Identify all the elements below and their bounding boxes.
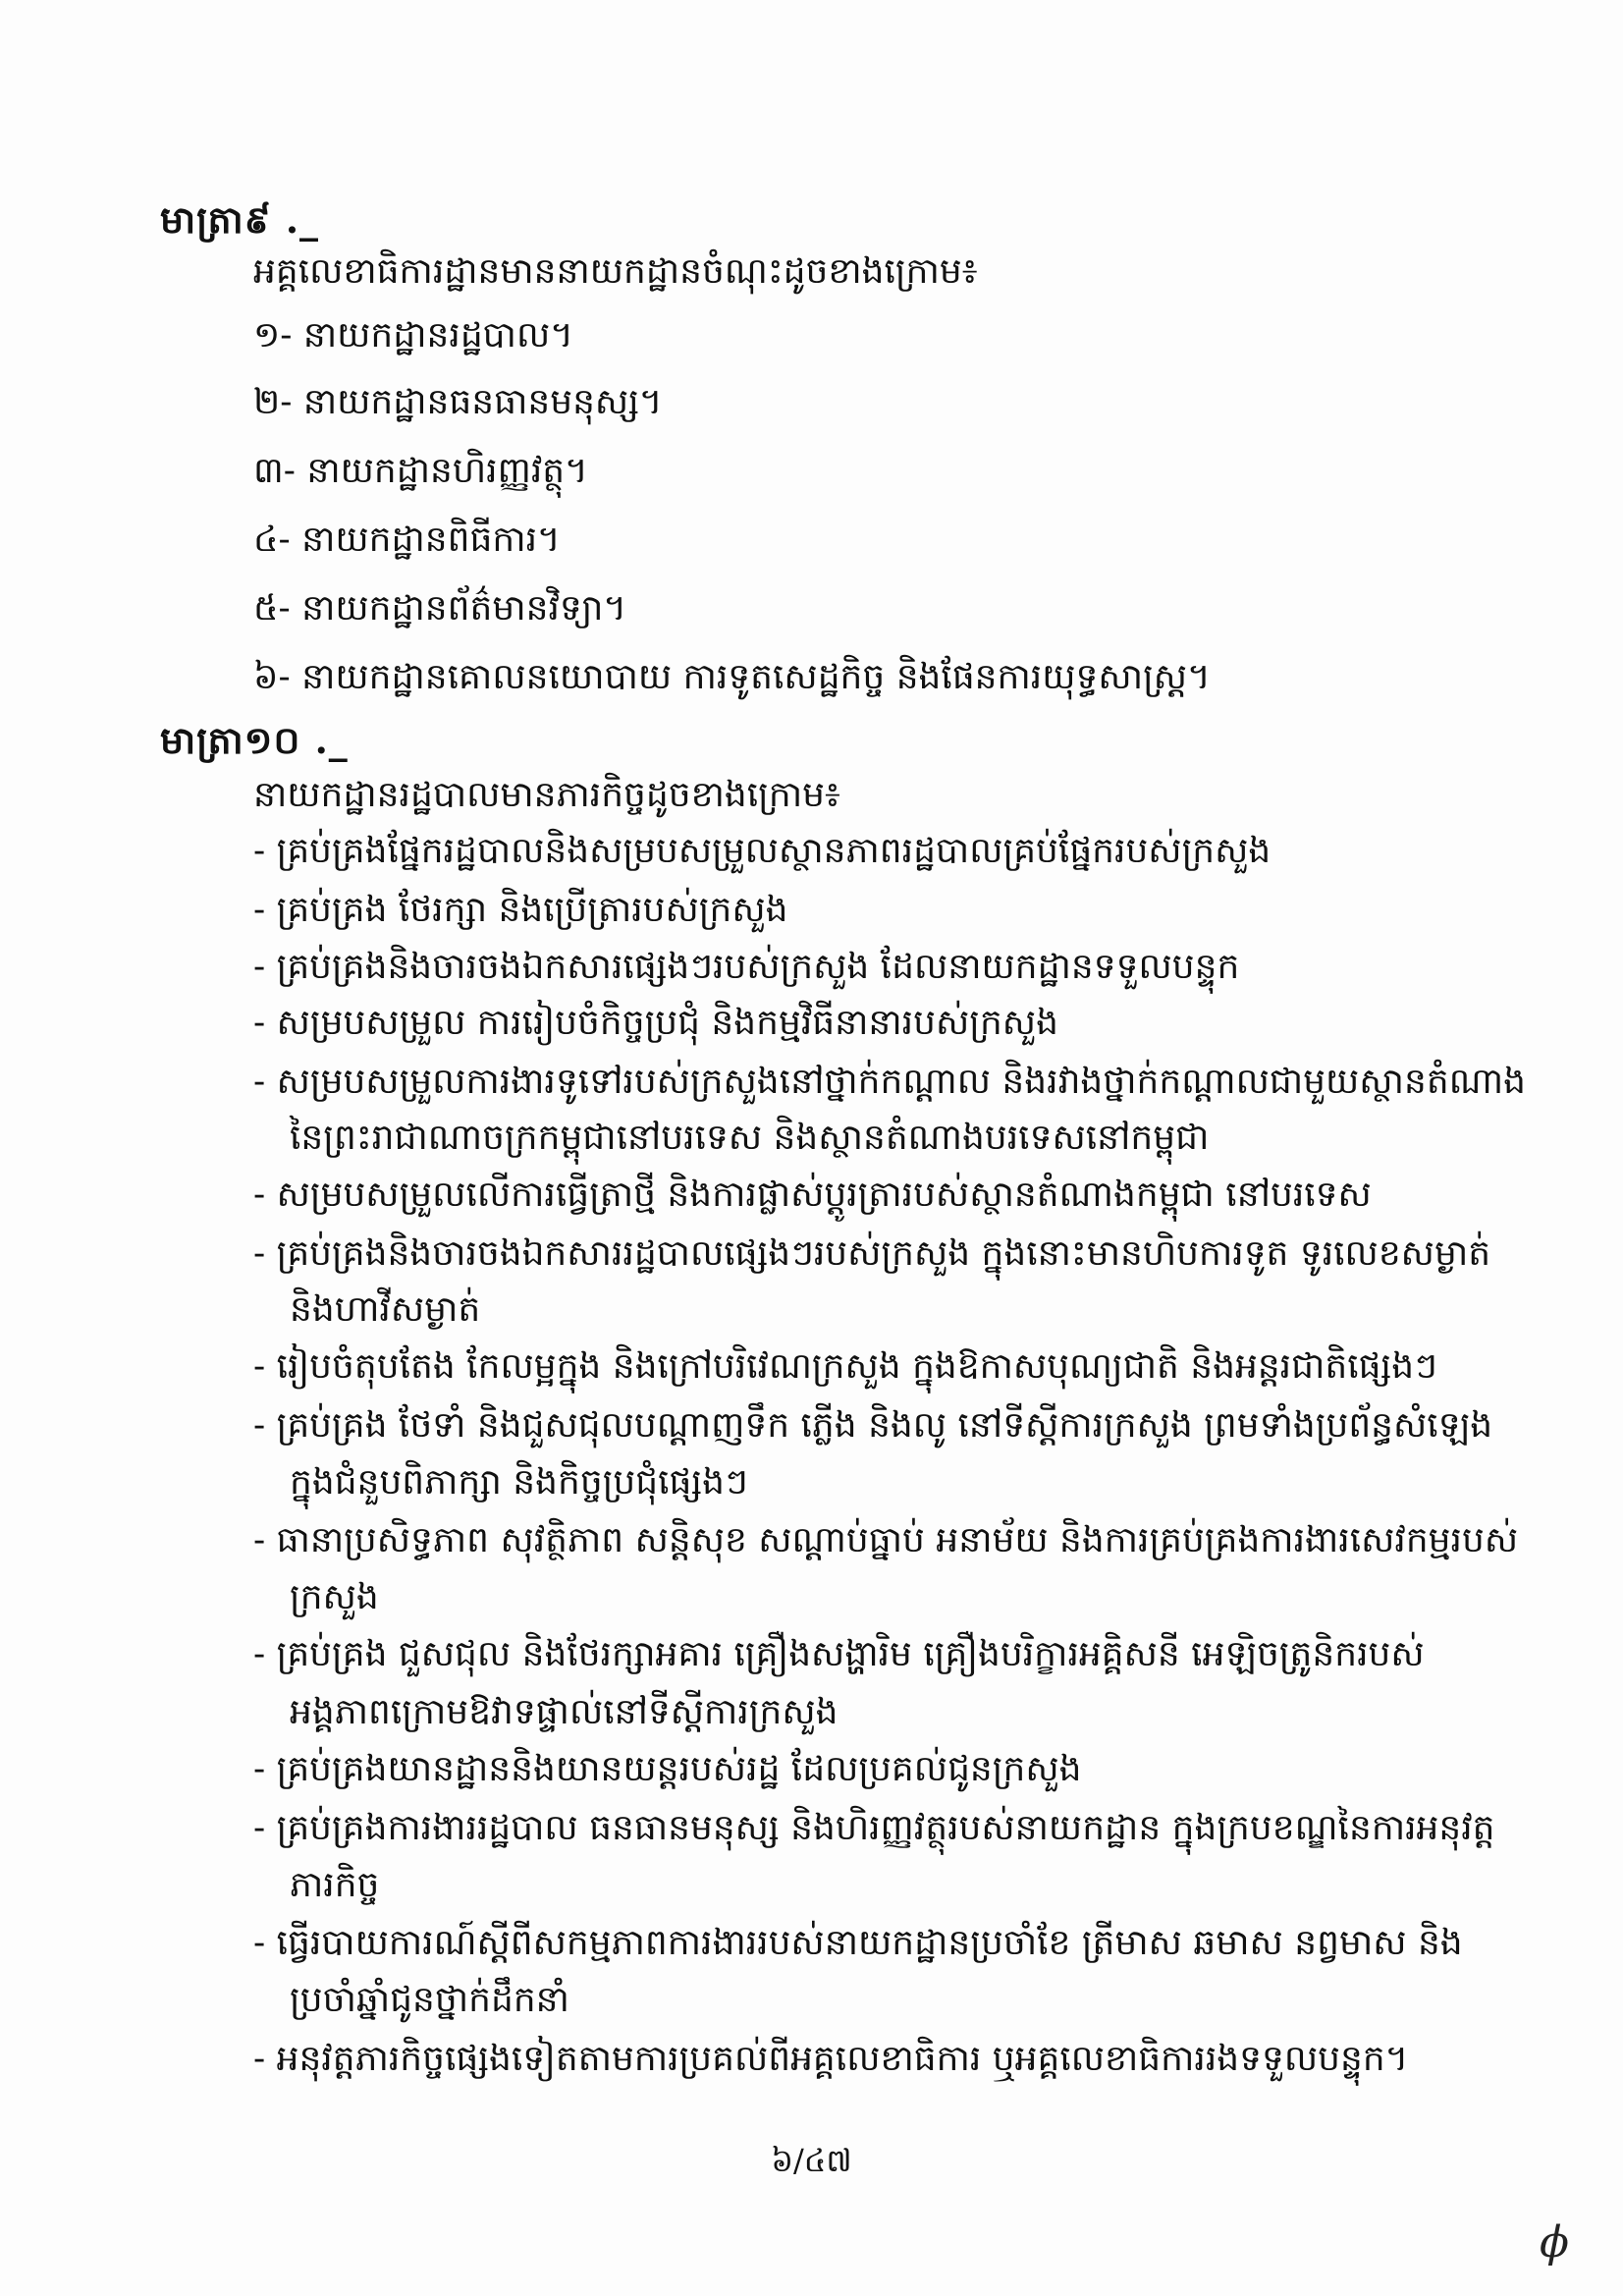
article-10-heading: មាត្រា១០ ._	[160, 718, 349, 762]
article-10-line-continuation: ភារកិច្ច	[290, 1865, 380, 1905]
article-10-line: - គ្រប់គ្រង ថែទាំ និងជួសជុលបណ្ដាញទឹក ភ្លើង និងលូ នៅទីស្តីការក្រសួង ព្រមទាំងប្រព័ន្ធសំឡេង	[253, 1405, 1493, 1446]
article-10-line: - ធ្វើរបាយការណ៍ស្ដីពីសកម្មភាពការងាររបស់នាយកដ្ឋានប្រចាំខែ ត្រីមាស ឆមាស នព្វមាស និង	[253, 1923, 1463, 1963]
article-10-line: - អនុវត្តភារកិច្ចផ្សេងទៀតតាមការប្រគល់ពីអគ្គលេខាធិការ ឬអគ្គលេខាធិការរងទទួលបន្ទុក។	[253, 2039, 1409, 2079]
article-10-line: - គ្រប់គ្រងនិងចារចងឯកសារផ្សេងៗរបស់ក្រសួង ដែលនាយកដ្ឋានទទួលបន្ទុក	[253, 947, 1240, 987]
page-number: ៦/៤៧	[771, 2142, 852, 2179]
article-10-line: - សម្របសម្រួលលើការធ្វើត្រាថ្មី និងការផ្លាស់ប្ដូរត្រារបស់ស្ថានតំណាងកម្ពុជា នៅបរទេស	[253, 1175, 1372, 1215]
article-9-item-2: ២- នាយកដ្ឋានធនធានមនុស្ស។	[253, 382, 663, 422]
article-10-line: - គ្រប់គ្រង ថែរក្សា និងប្រើត្រារបស់ក្រសួង	[253, 890, 788, 930]
article-9-item-4: ៤- នាយកដ្ឋានពិធីការ។	[253, 519, 561, 560]
article-9-heading: មាត្រា៩ ._	[160, 197, 320, 242]
article-10-line: - សម្របសម្រួលការងារទូទៅរបស់ក្រសួងនៅថ្នាក់កណ្ដាល និងរវាងថ្នាក់កណ្ដាលជាមួយស្ថានតំណាង	[253, 1062, 1526, 1102]
article-10-line-continuation: ក្រសួង	[290, 1577, 379, 1617]
article-9-item-3: ៣- នាយកដ្ឋានហិរញ្ញវត្ថុ។	[253, 451, 588, 491]
article-10-line: - រៀបចំតុបតែង កែលម្អក្នុង និងក្រៅបរិវេណក្រសួង ក្នុងឱកាសបុណ្យជាតិ និងអន្តរជាតិផ្សេងៗ	[253, 1346, 1437, 1387]
article-10-line-continuation: អង្គភាពក្រោមឱវាទផ្ទាល់នៅទីស្តីការក្រសួង	[290, 1692, 839, 1732]
article-10-line: - គ្រប់គ្រង ជួសជុល និងថែរក្សាអគារ គ្រឿងសង្ហារិម គ្រឿងបរិក្ខារអគ្គិសនី អេឡិចត្រូនិករបស់	[253, 1634, 1425, 1674]
article-9-intro: អគ្គលេខាធិការដ្ឋានមាននាយកដ្ឋានចំណុះដូចខាងក្រោម៖	[253, 251, 978, 292]
article-9-item-1: ១- នាយកដ្ឋានរដ្ឋបាល។	[253, 315, 573, 355]
article-10-line-continuation: ក្នុងជំនួបពិភាក្សា និងកិច្ចប្រជុំផ្សេងៗ	[290, 1462, 748, 1503]
article-10-line: - សម្របសម្រួល ការរៀបចំកិច្ចប្រជុំ និងកម្មវិធីនានារបស់ក្រសួង	[253, 1003, 1058, 1043]
article-9-item-5: ៥- នាយកដ្ឋានព័ត៌មានវិទ្យា។	[253, 588, 627, 629]
article-10-line-continuation: ប្រចាំឆ្នាំជូនថ្នាក់ដឹកនាំ	[290, 1980, 569, 2020]
handwritten-initial: ϕ	[1540, 2217, 1569, 2268]
article-10-line-continuation: និងហាវីសម្ងាត់	[290, 1289, 481, 1330]
article-10-line: - ធានាប្រសិទ្ធភាព សុវត្ថិភាព សន្តិសុខ សណ្ដាប់ធ្នាប់ អនាម័យ និងការគ្រប់គ្រងការងារសេវកម្មរបស់	[253, 1520, 1519, 1560]
article-10-line: - គ្រប់គ្រងការងាររដ្ឋបាល ធនធានមនុស្ស និងហិរញ្ញវត្ថុរបស់នាយកដ្ឋាន ក្នុងក្របខណ្ឌនៃការអនុវត្ត	[253, 1808, 1495, 1848]
article-10-line: - គ្រប់គ្រងយានដ្ឋាននិងយានយន្តរបស់រដ្ឋ ដែលប្រគល់ជូនក្រសួង	[253, 1749, 1082, 1789]
article-10-line: - គ្រប់គ្រងនិងចារចងឯកសាររដ្ឋបាលផ្សេងៗរបស់ក្រសួង ក្នុងនោះមានហិបការទូត ទូរលេខសម្ងាត់	[253, 1233, 1491, 1274]
article-10-intro: នាយកដ្ឋានរដ្ឋបាលមានភារកិច្ចដូចខាងក្រោម៖	[253, 775, 840, 815]
article-9-item-6: ៦- នាយកដ្ឋានគោលនយោបាយ ការទូតសេដ្ឋកិច្ច និងផែនការយុទ្ធសាស្ត្រ។	[253, 657, 1211, 697]
article-10-line: - គ្រប់គ្រងផ្នែករដ្ឋបាលនិងសម្របសម្រួលស្ថានភាពរដ្ឋបាលគ្រប់ផ្នែករបស់ក្រសួង	[253, 831, 1271, 871]
article-10-line-continuation: នៃព្រះរាជាណាចក្រកម្ពុជានៅបរទេស និងស្ថានតំណាងបរទេសនៅកម្ពុជា	[290, 1118, 1210, 1158]
